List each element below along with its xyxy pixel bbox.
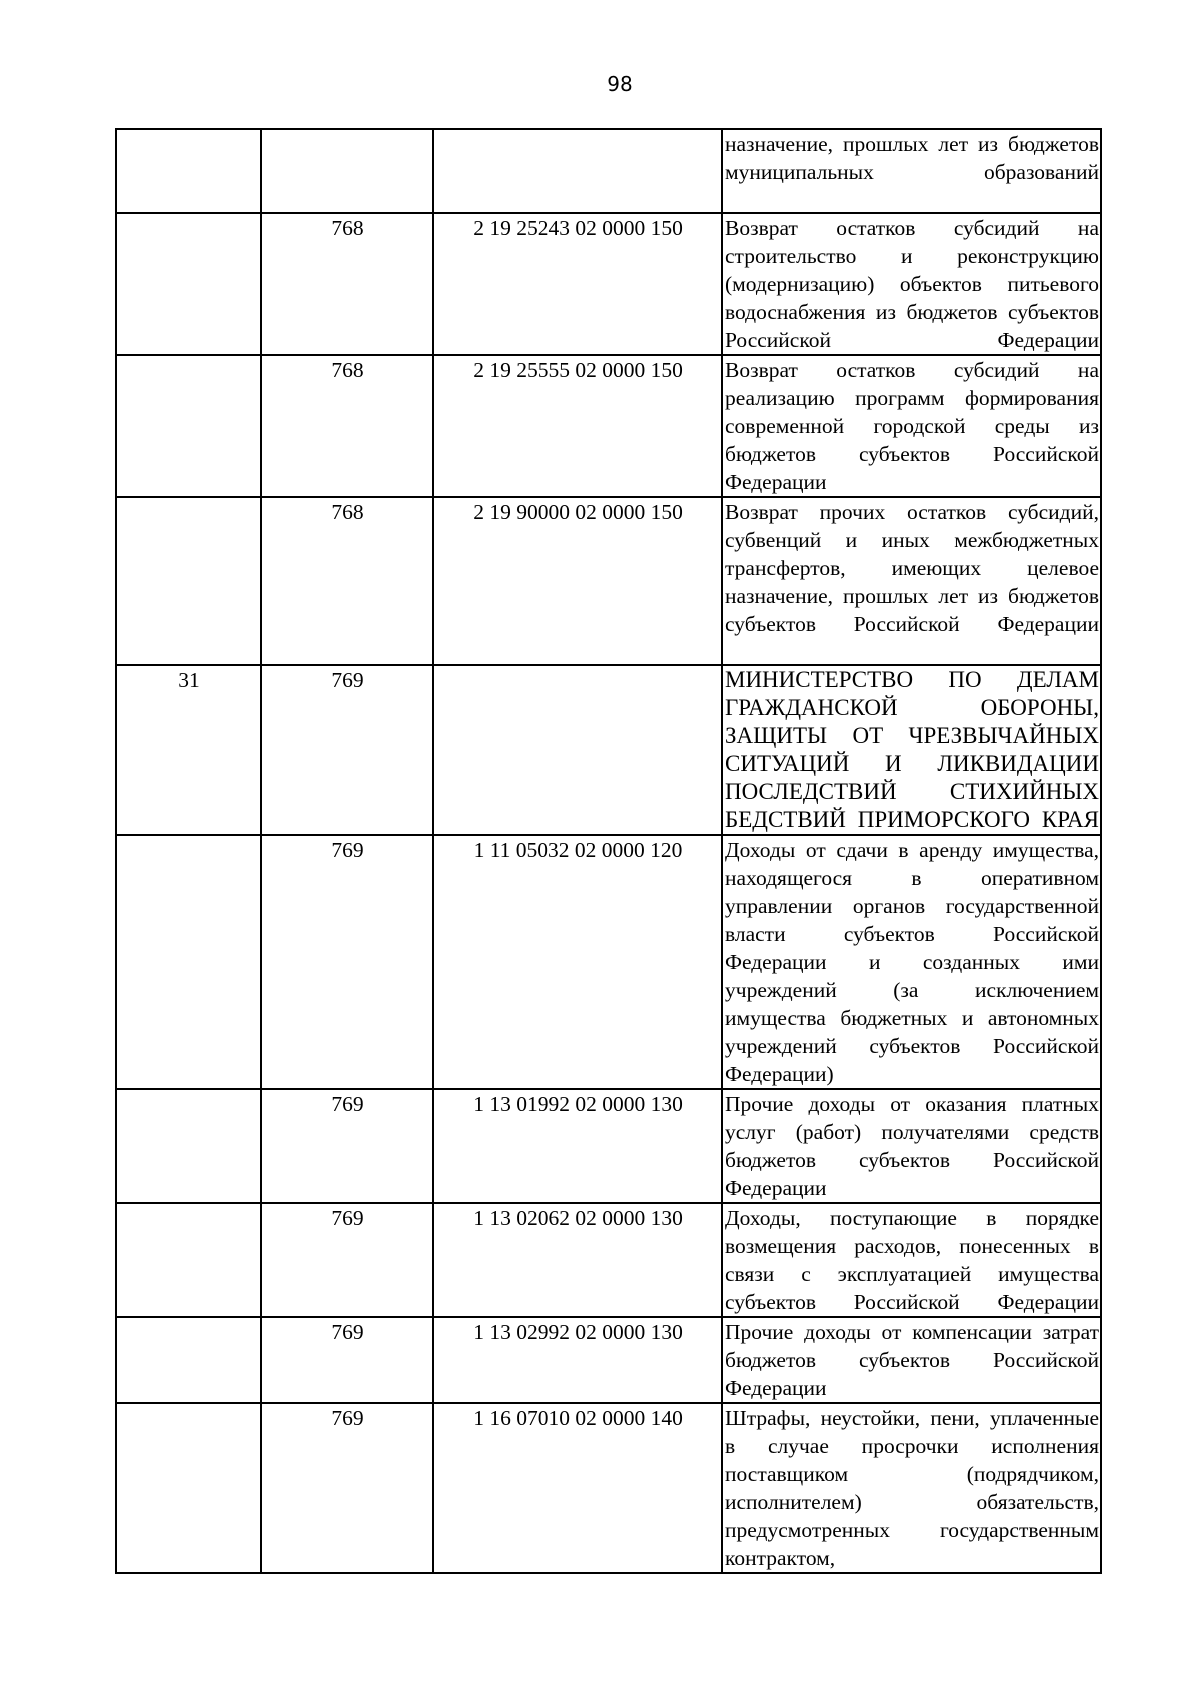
table-row: [116, 213, 1101, 355]
row-number-cell: 31: [116, 665, 261, 835]
row-number-cell: [116, 1089, 261, 1203]
row-number-cell: [116, 835, 261, 1089]
budget-classification-code-cell: 1 13 02062 02 0000 130: [433, 1203, 722, 1317]
table-row: [116, 1403, 1101, 1573]
revenue-name-cell: назначение, прошлых лет из бюджетов муниципальных образований: [722, 129, 1101, 213]
administrator-code-cell: 768: [261, 355, 433, 497]
revenue-name-cell: Возврат прочих остатков субсидий, субвенций и иных межбюджетных трансфертов, имеющих целевое назначение, прошлых лет из бюджетов субъектов Российской Федерации: [722, 497, 1101, 665]
row-number-cell: [116, 129, 261, 213]
budget-classification-code-cell: 2 19 25243 02 0000 150: [433, 213, 722, 355]
revenue-name-cell: Возврат остатков субсидий на строительство и реконструкцию (модернизацию) объектов питьевого водоснабжения из бюджетов субъектов Российской Федерации: [722, 213, 1101, 355]
revenue-name-cell: Штрафы, неустойки, пени, уплаченные в случае просрочки исполнения поставщиком (подрядчиком, исполнителем) обязательств, предусмотренных государственным контрактом,: [722, 1403, 1101, 1573]
revenue-name-cell: Доходы от сдачи в аренду имущества, находящегося в оперативном управлении органов государственной власти субъектов Российской Федерации и созданных ими учреждений (за исключением имущества бюджетных и автономных учреждений субъектов Российской Федерации): [722, 835, 1101, 1089]
administrator-code-cell: 769: [261, 1403, 433, 1573]
administrator-code-cell: [261, 129, 433, 213]
table-row: [116, 1203, 1101, 1317]
row-number-cell: [116, 213, 261, 355]
page-number: 98: [607, 72, 633, 96]
administrator-code-cell: 768: [261, 497, 433, 665]
administrator-code-cell: 768: [261, 213, 433, 355]
table-row: [116, 129, 1101, 213]
revenue-sources-table: [115, 128, 1102, 1574]
ministry-name-cell: МИНИСТЕРСТВО ПО ДЕЛАМ ГРАЖДАНСКОЙ ОБОРОНЫ, ЗАЩИТЫ ОТ ЧРЕЗВЫЧАЙНЫХ СИТУАЦИЙ И ЛИКВИДАЦИИ ПОСЛЕДСТВИЙ СТИХИЙНЫХ БЕДСТВИЙ ПРИМОРСКОГО КРАЯ: [722, 665, 1101, 835]
administrator-code-cell: 769: [261, 1317, 433, 1403]
table-row: [116, 1317, 1101, 1403]
table-row: [116, 835, 1101, 1089]
table-row: [116, 1089, 1101, 1203]
administrator-code-cell: 769: [261, 1203, 433, 1317]
budget-classification-code-cell: 1 13 02992 02 0000 130: [433, 1317, 722, 1403]
revenue-name-cell: Доходы, поступающие в порядке возмещения расходов, понесенных в связи с эксплуатацией имущества субъектов Российской Федерации: [722, 1203, 1101, 1317]
budget-classification-code-cell: 2 19 25555 02 0000 150: [433, 355, 722, 497]
revenue-name-cell: Возврат остатков субсидий на реализацию программ формирования современной городской среды из бюджетов субъектов Российской Федерации: [722, 355, 1101, 497]
row-number-cell: [116, 1403, 261, 1573]
table-row-ministry-heading: [116, 665, 1101, 835]
budget-classification-code-cell: 1 16 07010 02 0000 140: [433, 1403, 722, 1573]
table-body: [116, 129, 1101, 1573]
budget-classification-code-cell: [433, 665, 722, 835]
budget-classification-code-cell: [433, 129, 722, 213]
table-row: [116, 497, 1101, 665]
row-number-cell: [116, 1317, 261, 1403]
administrator-code-cell: 769: [261, 835, 433, 1089]
budget-classification-code-cell: 1 13 01992 02 0000 130: [433, 1089, 722, 1203]
row-number-cell: [116, 1203, 261, 1317]
revenue-name-cell: Прочие доходы от компенсации затрат бюджетов субъектов Российской Федерации: [722, 1317, 1101, 1403]
table-row: [116, 355, 1101, 497]
revenue-name-cell: Прочие доходы от оказания платных услуг (работ) получателями средств бюджетов субъектов Российской Федерации: [722, 1089, 1101, 1203]
row-number-cell: [116, 497, 261, 665]
administrator-code-cell: 769: [261, 665, 433, 835]
row-number-cell: [116, 355, 261, 497]
administrator-code-cell: 769: [261, 1089, 433, 1203]
budget-classification-code-cell: 2 19 90000 02 0000 150: [433, 497, 722, 665]
budget-classification-code-cell: 1 11 05032 02 0000 120: [433, 835, 722, 1089]
